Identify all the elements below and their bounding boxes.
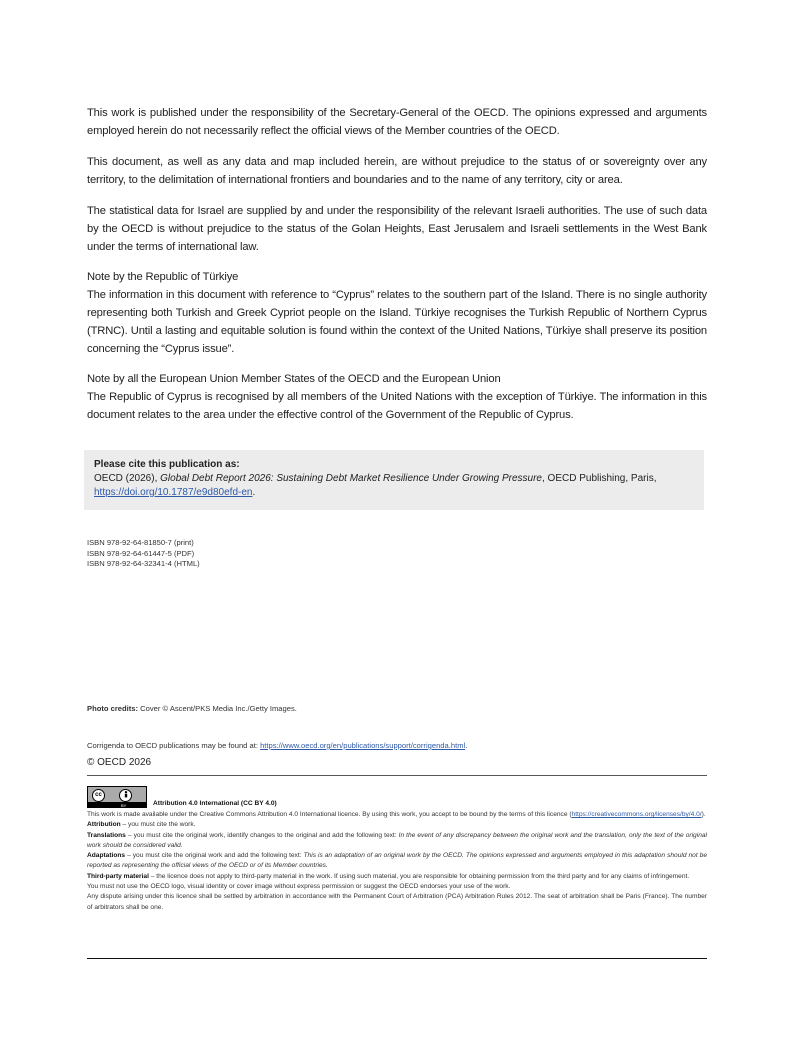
citation-title: Please cite this publication as:: [94, 459, 240, 470]
photo-credits-label: Photo credits:: [87, 704, 139, 713]
licence-translations: Translations – you must cite the original work, identify changes to the original and add the following text: In the event of any discrepancy between the original work and the translation, only the text of the original work should be considered valid.: [87, 831, 707, 849]
licence-dispute: Any dispute arising under this licence shall be settled by arbitration in accordance with the Permanent Court of Arbitration (PCA) Arbitration Rules 2012. The seat of arbitration shall be Paris (France). The number of arbitrators shall be one.: [87, 893, 707, 911]
note-eu: [87, 370, 707, 424]
disclaimer-responsibility: [87, 104, 707, 140]
disclaimer-text: This document, as well as any data and map included herein, are without prejudice to the status of or sovereignty over any territory, to the delimitation of international frontiers and boundaries and to the name of any territory, city or area.: [87, 156, 707, 186]
citation-doi-link[interactable]: https://doi.org/10.1787/e9d80efd-en: [94, 487, 253, 498]
note-turkiye-heading: Note by the Republic of Türkiye: [87, 271, 239, 283]
licence-attribution: Attribution – you must cite the work.: [87, 821, 196, 829]
divider-bottom: [87, 958, 707, 959]
disclaimer-text: This work is published under the responsibility of the Secretary-General of the OECD. The opinions expressed and arguments employed herein do not necessarily reflect the official views of the Member countries of the OECD.: [87, 107, 707, 137]
isbn-pdf: ISBN 978-92-64-61447-5 (PDF): [87, 548, 195, 558]
note-eu-body: The Republic of Cyprus is recognised by all members of the United Nations with the exception of Türkiye. The information in this document relates to the area under the effective control of the Government of the Republic of Cyprus.: [87, 391, 707, 421]
licence-intro: This work is made available under the Creative Commons Attribution 4.0 International licence. By using this work, you accept to be bound by the terms of this licence (https://creativecommons.org/licenses/by/4.0/).: [87, 811, 706, 818]
licence-header: [87, 784, 277, 808]
note-turkiye-body: The information in this document with reference to “Cyprus” relates to the southern part of the Island. There is no single authority representing both Turkish and Greek Cypriot people on the Island. Türkiye recognises the Turkish Republic of Northern Cyprus (TRNC). Until a lasting and equitable solution is found within the context of the United Nations, Türkiye shall preserve its position concerning the “Cyprus issue”.: [87, 289, 707, 355]
isbn-print: ISBN 978-92-64-81850-7 (print): [87, 538, 194, 547]
licence-logo: You must not use the OECD logo, visual identity or cover image without express permission or suggest the OECD endorses your use of the work.: [87, 883, 511, 891]
licence-third-party: Third-party material – the licence does not apply to third-party material in the work. If using such material, you are responsible for obtaining permission from the third party and for any claims of infringement.: [87, 872, 690, 880]
disclaimer-israel: [87, 202, 707, 256]
divider-top: [87, 775, 707, 776]
licence-title: Attribution 4.0 International (CC BY 4.0): [153, 800, 277, 807]
licence-text: [87, 810, 707, 913]
citation-work-title: Global Debt Report 2026: Sustaining Debt Market Resilience Under Growing Pressure: [160, 473, 542, 484]
corrigenda: Corrigenda to OECD publications may be found at: https://www.oecd.org/en/publications/support/corrigenda.html.: [87, 741, 468, 750]
licence-adaptations: Adaptations – you must cite the original work and add the following text: This is an adaptation of an original work by the OECD. The opinions expressed and arguments employed in this adaptation should not be reported as representing the official views of the OECD or of its Member countries.: [87, 852, 708, 870]
licence-link[interactable]: https://creativecommons.org/licenses/by/4.0/: [571, 811, 702, 818]
citation-box: [84, 450, 704, 510]
copyright: © OECD 2026: [87, 757, 152, 768]
isbn-list: [87, 538, 200, 570]
isbn-html: ISBN 978-92-64-32341-4 (HTML): [87, 559, 200, 568]
corrigenda-link[interactable]: https://www.oecd.org/en/publications/support/corrigenda.html: [260, 741, 466, 750]
photo-credits: Photo credits: Cover © Ascent/PKS Media Inc./Getty Images.: [87, 704, 297, 713]
by-label: BY: [121, 803, 127, 808]
badge-strip: [88, 802, 146, 807]
cc-logo-icon: cc: [92, 789, 105, 802]
note-eu-heading: Note by all the European Union Member States of the OECD and the European Union: [87, 373, 501, 385]
by-person-icon: [119, 789, 132, 802]
note-turkiye: [87, 268, 707, 358]
disclaimer-territory: [87, 153, 707, 189]
citation-text: OECD (2026), Global Debt Report 2026: Sustaining Debt Market Resilience Under Growing Pressure, OECD Publishing, Paris, https://doi.org/10.1787/e9d80efd-en.: [94, 473, 657, 498]
cc-by-badge-icon: [87, 786, 147, 808]
disclaimer-text: The statistical data for Israel are supplied by and under the responsibility of the relevant Israeli authorities. The use of such data by the OECD is without prejudice to the status of the Golan Heights, East Jerusalem and Israeli settlements in the West Bank under the terms of international law.: [87, 205, 707, 253]
